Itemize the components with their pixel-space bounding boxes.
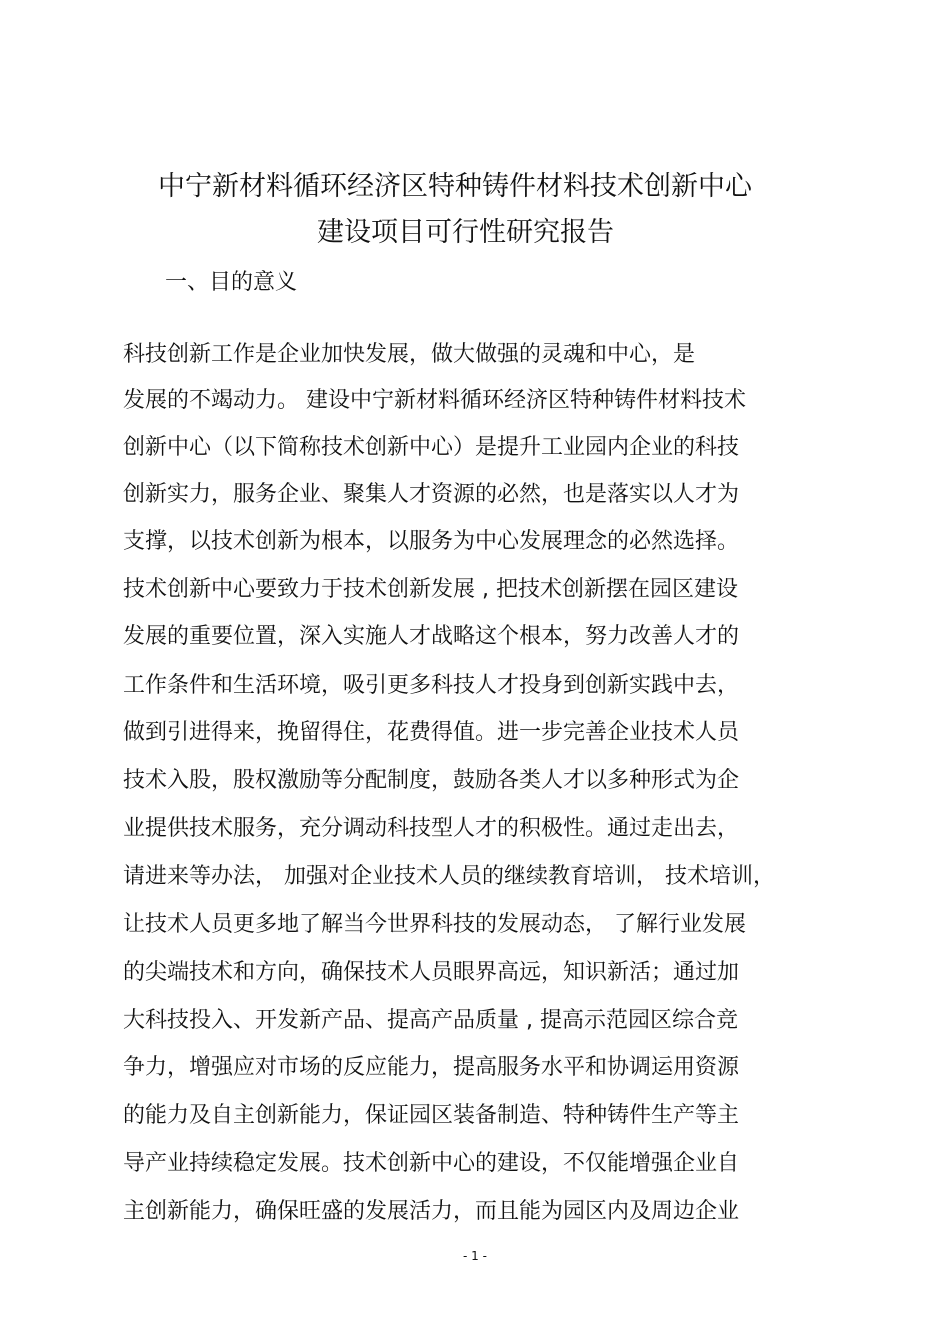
paragraph-line: 大科技投入、开发新产品、提高产品质量 , 提高示范园区综合竞 [123, 1008, 738, 1033]
paragraph-line: 科技创新工作是企业加快发展，做大做强的灵魂和中心，是 [123, 342, 696, 367]
paragraph-line: 业提供技术服务，充分调动科技型人才的积极性。通过走出去， [123, 816, 740, 841]
paragraph-line: 工作条件和生活环境，吸引更多科技人才投身到创新实践中去， [123, 673, 740, 698]
page-number: - 1 - [463, 1249, 487, 1263]
paragraph-line: 争力，增强应对市场的反应能力，提高服务水平和协调运用资源 [123, 1055, 740, 1080]
paragraph-line: 技术创新中心要致力于技术创新发展 , 把技术创新摆在园区建设 [123, 577, 738, 602]
paragraph-line: 做到引进得来，挽留得住，花费得值。进一步完善企业技术人员 [123, 720, 740, 745]
section-heading: 一、目的意义 [165, 270, 298, 295]
document-title-line-2: 建设项目可行性研究报告 [317, 217, 614, 248]
paragraph-line: 的能力及自主创新能力，保证园区装备制造、特种铸件生产等主 [123, 1103, 740, 1128]
paragraph-line: 的尖端技术和方向，确保技术人员眼界高远，知识新活；通过加 [123, 960, 740, 985]
paragraph-line: 主创新能力，确保旺盛的发展活力，而且能为园区内及周边企业 [123, 1199, 740, 1224]
paragraph-line: 发展的重要位置，深入实施人才战略这个根本，努力改善人才的 [123, 624, 740, 649]
document-title-line-1: 中宁新材料循环经济区特种铸件材料技术创新中心 [158, 171, 752, 202]
paragraph-line: 请进来等办法， 加强对企业技术人员的继续教育培训， 技术培训， [123, 864, 775, 889]
paragraph-line: 让技术人员更多地了解当今世界科技的发展动态， 了解行业发展 [123, 912, 746, 937]
paragraph-line: 创新实力，服务企业、聚集人才资源的必然，也是落实以人才为 [123, 482, 740, 507]
paragraph-line: 导产业持续稳定发展。技术创新中心的建设，不仅能增强企业自 [123, 1151, 740, 1176]
paragraph-line: 技术入股，股权激励等分配制度，鼓励各类人才以多种形式为企 [123, 768, 740, 793]
paragraph-line: 创新中心（以下简称技术创新中心）是提升工业园内企业的科技 [123, 435, 740, 460]
paragraph-line: 发展的不竭动力。 建设中宁新材料循环经济区特种铸件材料技术 [123, 388, 746, 413]
paragraph-line: 支撑，以技术创新为根本，以服务为中心发展理念的必然选择。 [123, 529, 740, 554]
